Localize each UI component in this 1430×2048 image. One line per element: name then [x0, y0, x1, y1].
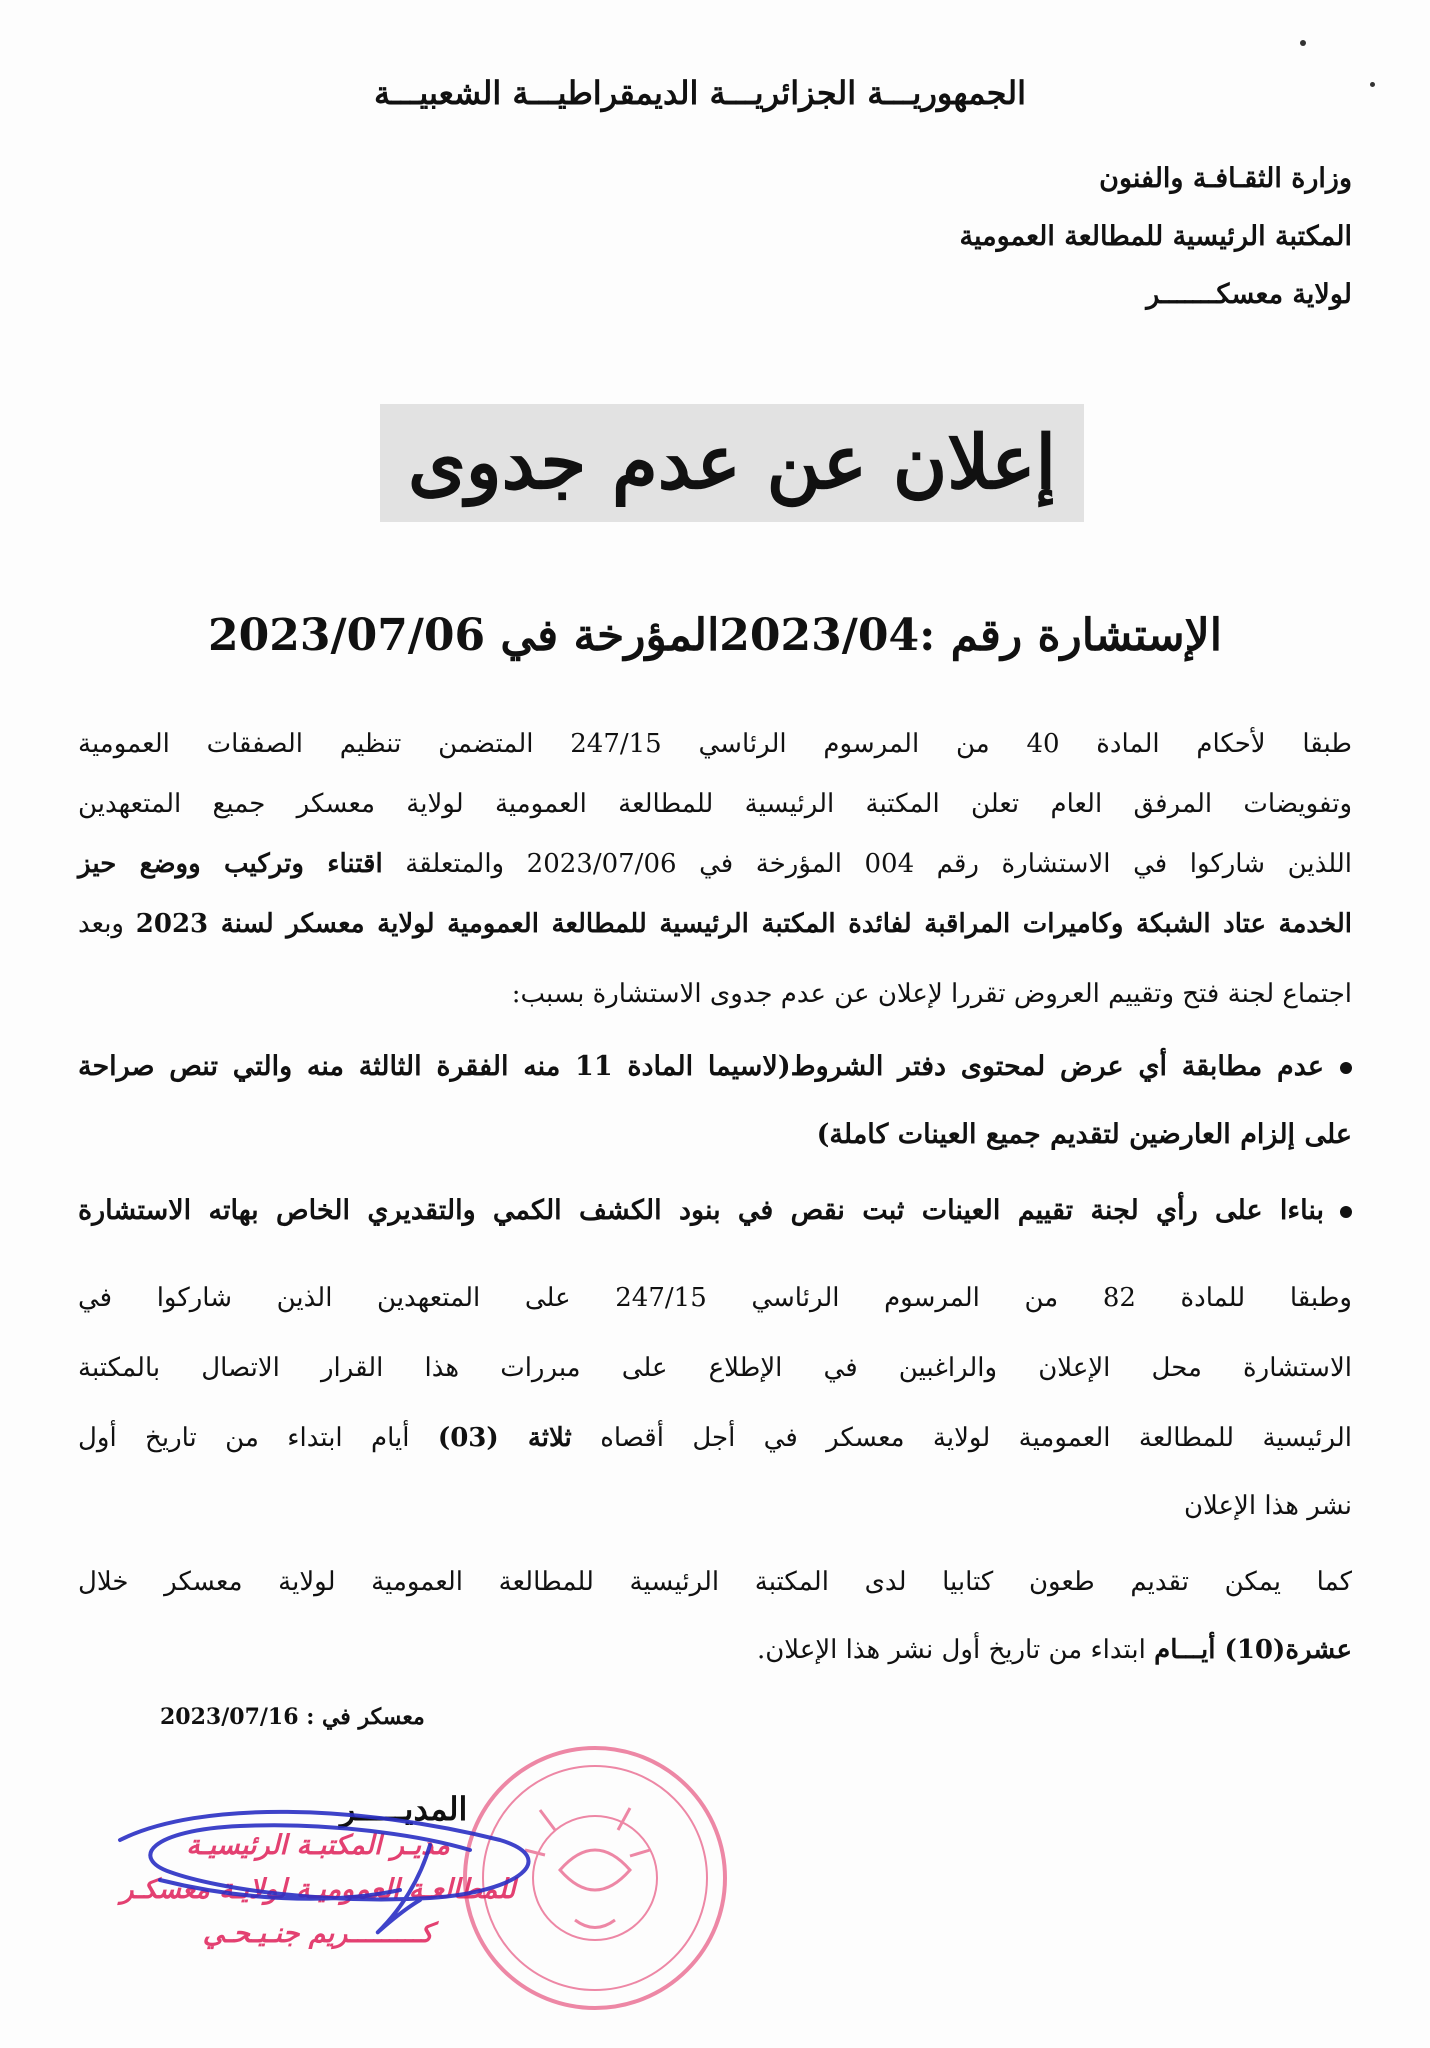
- body-line: كما يمكن تقديم طعون كتابيا لدى المكتبة الرئيسية للمطالعة العمومية لولاية معسكر خلال: [78, 1567, 1352, 1597]
- announcement-title: إعلان عن عدم جدوى: [380, 404, 1084, 522]
- republic-heading: الجمهوريـــة الجزائريـــة الديمقراطيـــة الشعبيـــة: [374, 74, 1026, 112]
- place-and-date: معسكر في : 2023/07/16: [160, 1704, 425, 1730]
- wilaya-name: لولاية معسكـــــــر: [1146, 279, 1352, 310]
- body-text-bold: اقتناء وتركيب ووضع حيز: [78, 849, 383, 879]
- bullet-continuation: على إلزام العارضين لتقديم جميع العينات كاملة): [816, 1119, 1352, 1150]
- body-line: الاستشارة محل الإعلان والراغبين في الإطلاع على مبررات هذا القرار الاتصال بالمكتبة: [78, 1353, 1352, 1383]
- body-text-bold: عشرة(10) أيـــام: [1154, 1635, 1352, 1665]
- body-text: وبعد: [78, 909, 124, 939]
- body-text: اللذين شاركوا في الاستشارة رقم 004 المؤرخة في 2023/07/06 والمتعلقة: [405, 849, 1353, 879]
- body-text-bold: ثلاثة (03): [437, 1423, 572, 1453]
- bullet-text: عدم مطابقة أي عرض لمحتوى دفتر الشروط(لاسيما المادة 11 منه الفقرة الثالثة منه والتي تنص صراحة: [78, 1051, 1324, 1082]
- director-title: المديـــــر: [340, 1790, 468, 1828]
- body-line: طبقا لأحكام المادة 40 من المرسوم الرئاسي 247/15 المتضمن تنظيم الصفقات العمومية: [78, 729, 1352, 759]
- body-text: الرئيسية للمطالعة العمومية لولاية معسكر في أجل أقصاه: [600, 1423, 1353, 1453]
- body-text-bold: الخدمة عتاد الشبكة وكاميرات المراقبة لفائدة المكتبة الرئيسية للمطالعة العمومية لولاية معسكر لسنة 2023: [135, 909, 1352, 939]
- library-name: المكتبة الرئيسية للمطالعة العمومية: [959, 221, 1352, 252]
- stamp-line: مديـر المكتبـة الرئيسيـة: [186, 1830, 450, 1861]
- bullet-text: بناءا على رأي لجنة تقييم العينات ثبت نقص في بنود الكشف الكمي والتقديري الخاص بهاته الاستشارة: [78, 1195, 1324, 1226]
- body-line: وتفويضات المرفق العام تعلن المكتبة الرئيسية للمطالعة العمومية لولاية معسكر جميع المتعهدين: [78, 789, 1352, 819]
- stamp-line: كـــــــــريم جنـيـحـي: [202, 1918, 434, 1949]
- body-line: نشر هذا الإعلان: [1183, 1491, 1352, 1521]
- body-text: ابتداء من تاريخ أول نشر هذا الإعلان.: [756, 1635, 1146, 1665]
- ministry-name: وزارة الثقـافـة والفنون: [1099, 163, 1352, 194]
- consultation-reference: الإستشارة رقم :2023/04المؤرخة في 2023/07/06: [208, 610, 1222, 661]
- stamp-line: للمطالعـة العموميـة لولايـة معسكـر: [120, 1874, 516, 1905]
- body-text: أيام ابتداء من تاريخ أول: [78, 1423, 410, 1453]
- body-line: اجتماع لجنة فتح وتقييم العروض تقررا لإعلان عن عدم جدوى الاستشارة بسبب:: [511, 979, 1352, 1009]
- body-line: وطبقا للمادة 82 من المرسوم الرئاسي 247/15 على المتعهدين الذين شاركوا في: [78, 1283, 1352, 1313]
